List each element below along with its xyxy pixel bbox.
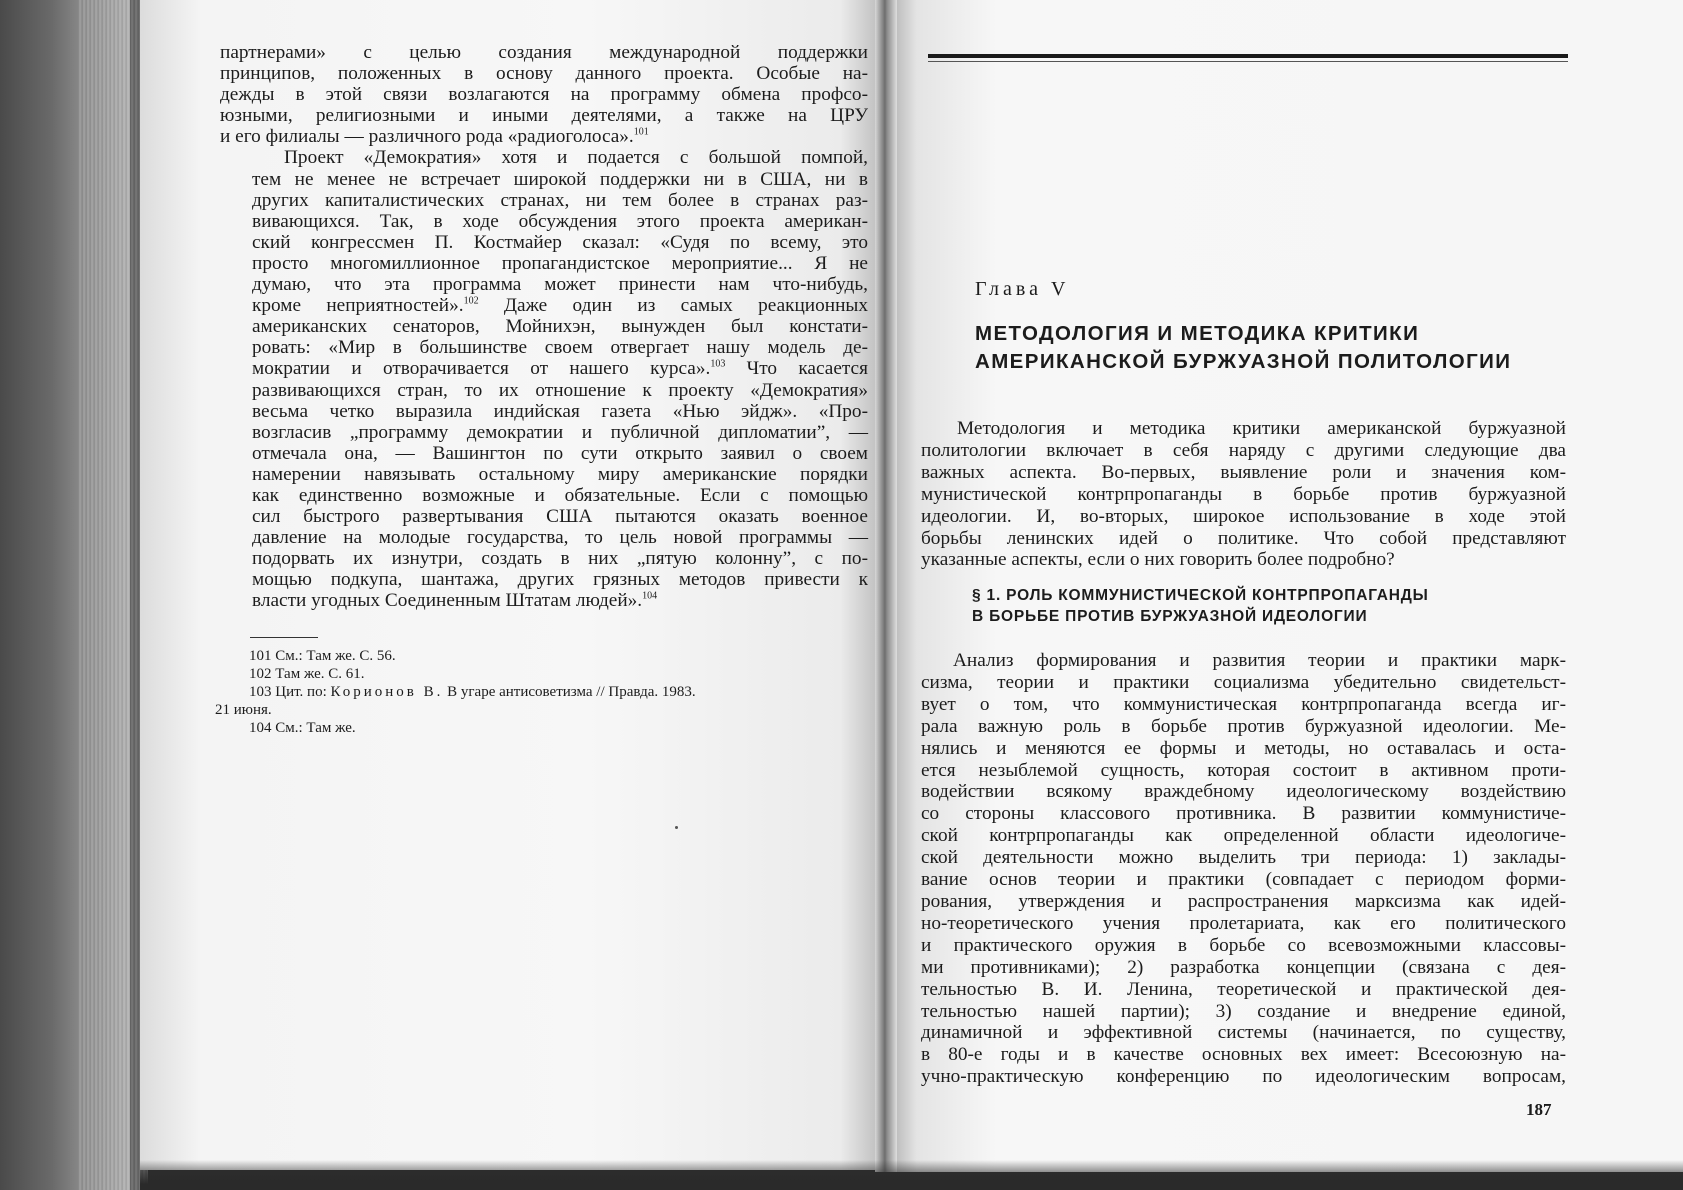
footnote-ref: 102 [463, 295, 479, 307]
footnote-author: Корионов В. [330, 684, 444, 700]
text-line: идеологии. И, во-вторых, широкое использование в ходе этой [921, 505, 1566, 527]
text-line: мунистической контрпропаганды в борьбе против буржуазной [921, 483, 1566, 505]
text-line: вивающихся. Так, в ходе обсуждения этого проекта американ- [252, 210, 868, 232]
text-line: и практического оружия в борьбе со всевозможными классовы- [921, 934, 1566, 956]
text-line: подорвать их изнутри, создать в них „пятую колонну”, с по- [252, 548, 868, 570]
text-line: весьма четко выразила индийская газета «Нью эйдж». «Про- [252, 400, 868, 422]
book-page-edges [78, 0, 148, 1190]
section-title-line: В БОРЬБЕ ПРОТИВ БУРЖУАЗНОЙ ИДЕОЛОГИИ [972, 608, 1368, 625]
text-line: рала важную роль в борьбе против буржуазной идеологии. Ме- [921, 715, 1566, 737]
header-rule-thin [928, 61, 1568, 62]
text-line: но-теоретического учения пролетариата, как его политического [921, 912, 1566, 934]
text-line: вует о том, что коммунистическая контрпропаганда всегда иг- [921, 693, 1566, 715]
text-line: принципов, положенных в основу данного проекта. Особые на- [220, 63, 868, 85]
text-line: партнерами» с целью создания международной поддержки [220, 42, 868, 63]
text-fragment: мократии и отворачивается от нашего курса». [252, 358, 711, 380]
section-body [921, 650, 1566, 1088]
text-line: мощью подкупа, шантажа, других грязных методов привести к [252, 569, 868, 591]
chapter-title-line: АМЕРИКАНСКОЙ БУРЖУАЗНОЙ ПОЛИТОЛОГИИ [975, 350, 1512, 373]
text-line: сил быстрого развертывания США пытаются оказать военное [252, 506, 868, 528]
speck-mark [675, 826, 678, 829]
text-fragment: и его филиалы — различного рода «радиоголоса». [220, 126, 634, 148]
section-title-line: § 1. РОЛЬ КОММУНИСТИЧЕСКОЙ КОНТРПРОПАГАНДЫ [972, 587, 1429, 604]
footnote-103 [215, 683, 855, 701]
text-line: американских сенаторов, Мойнихэн, вынужден был констати- [252, 316, 868, 338]
text-line: намерении навязывать остальному миру американские порядки [252, 463, 868, 485]
page-number: 187 [1526, 1100, 1552, 1119]
footnote-ref: 101 [633, 126, 649, 138]
text-fragment: Даже один из самых реакционных [478, 295, 868, 317]
text-line: ровать: «Мир в большинстве своем отвергает нашу модель де- [252, 337, 868, 359]
chapter-title-line: МЕТОДОЛОГИЯ И МЕТОДИКА КРИТИКИ [975, 322, 1420, 345]
text-line [220, 590, 868, 611]
text-line: дежды в этой связи возлагаются на программу обмена профсо- [220, 84, 868, 106]
text-line: рования, утверждения и распространения марксизма как идей- [921, 890, 1566, 912]
left-page-text [220, 42, 868, 612]
bottom-shadow [140, 1160, 1683, 1190]
text-line: со стороны классового противника. В развитии коммунистиче- [921, 803, 1566, 825]
footnote-104: 104 См.: Там же. [249, 720, 356, 736]
text-fragment: власти угодных Соединенным Штатам людей». [252, 590, 643, 612]
text-line: давление на молодые государства, то цель новой программы — [252, 527, 868, 549]
footnote-103-continued: 21 июня. [215, 702, 272, 718]
text-fragment: В угаре антисоветизма // Правда. 1983. [447, 684, 696, 700]
text-line: думаю, что эта программа может принести нам что-нибудь, [252, 274, 868, 296]
text-line: Проект «Демократия» хотя и подается с большой помпой, [284, 147, 868, 169]
chapter-title [975, 320, 1575, 376]
text-line: ской контрпропаганды как определенной области идеологиче- [921, 825, 1566, 847]
text-line: вание основ теории и практики (совпадает с периодом форми- [921, 869, 1566, 891]
text-line: сизма, теории и практики социализма убедительно свидетельст- [921, 671, 1566, 693]
section-title [972, 585, 1532, 627]
text-line: важных аспекта. Во-первых, выявление роли и значения ком- [921, 461, 1566, 483]
text-fragment: 103 Цит. по: [249, 684, 327, 700]
text-line [220, 126, 868, 147]
footnotes [215, 647, 855, 737]
text-fragment: кроме неприятностей». [252, 295, 464, 317]
text-line: как единственно возможные и обязательные. Если с помощью [252, 484, 868, 506]
header-rule [928, 54, 1568, 58]
left-paragraph-2 [220, 147, 868, 611]
text-line: Методология и методика критики американской буржуазной [957, 418, 1566, 439]
footnote-102: 102 Там же. С. 61. [249, 666, 365, 682]
footnote-101: 101 См.: Там же. С. 56. [249, 648, 396, 664]
text-line: борьбы ленинских идей о политике. Что собой представляют [921, 527, 1566, 549]
text-fragment: Что касается [725, 358, 868, 380]
text-line: тельностью В. И. Ленина, теоретической и практической дея- [921, 978, 1566, 1000]
footnote-ref: 103 [710, 358, 726, 370]
text-line: тельностью нашей партии); 3) создание и внедрение единой, [921, 1000, 1566, 1022]
text-line: других капиталистических странах, ни тем более в странах раз- [252, 189, 868, 211]
text-line: в 80-е годы и в качестве основных вех имеет: Всесоюзную на- [921, 1044, 1566, 1066]
text-line: Анализ формирования и развития теории и практики марк- [953, 650, 1566, 671]
intro-paragraph [921, 418, 1566, 571]
book-gutter [875, 0, 897, 1172]
text-line: политологии включает в себя наряду с другими следующие два [921, 439, 1566, 461]
chapter-label: Глава V [975, 278, 1070, 300]
text-line: просто многомиллионное пропагандистское мероприятие... Я не [252, 252, 868, 274]
text-line: учно-практическую конференцию по идеологическим вопросам, [921, 1066, 1566, 1088]
text-line: водействии всякому враждебному идеологическому воздействию [921, 781, 1566, 803]
text-line [220, 295, 868, 316]
left-paragraph-1 [220, 42, 868, 147]
text-line: юзными, религиозными и иными деятелями, а также на ЦРУ [220, 105, 868, 127]
text-line: динамичной и эффективной системы (начинается, по существу, [921, 1022, 1566, 1044]
text-line: возгласив „программу демократии и публичной дипломатии”, — [252, 421, 868, 443]
text-line: тем не менее не встречает широкой поддержки ни в США, ни в [252, 168, 868, 190]
text-line: отмечала она, — Вашингтон по сути открыто заявил о своем [252, 442, 868, 464]
text-line: развивающихся стран, то их отношение к проекту «Демократия» [252, 379, 868, 401]
footnote-separator [250, 637, 318, 638]
text-line [220, 358, 868, 379]
text-line: ский конгрессмен П. Костмайер сказал: «Судя по всему, это [252, 231, 868, 253]
text-line: указанные аспекты, если о них говорить более подробно? [921, 549, 1395, 571]
text-line: ется незыблемой сущность, которая состоит в активном проти- [921, 759, 1566, 781]
text-line: ской деятельности можно выделить три периода: 1) заклады- [921, 847, 1566, 869]
text-line: нялись и меняются ее формы и методы, но оставалась и оста- [921, 737, 1566, 759]
text-line: ми противниками); 2) разработка концепции (связана с дея- [921, 956, 1566, 978]
footnote-ref: 104 [642, 591, 658, 603]
